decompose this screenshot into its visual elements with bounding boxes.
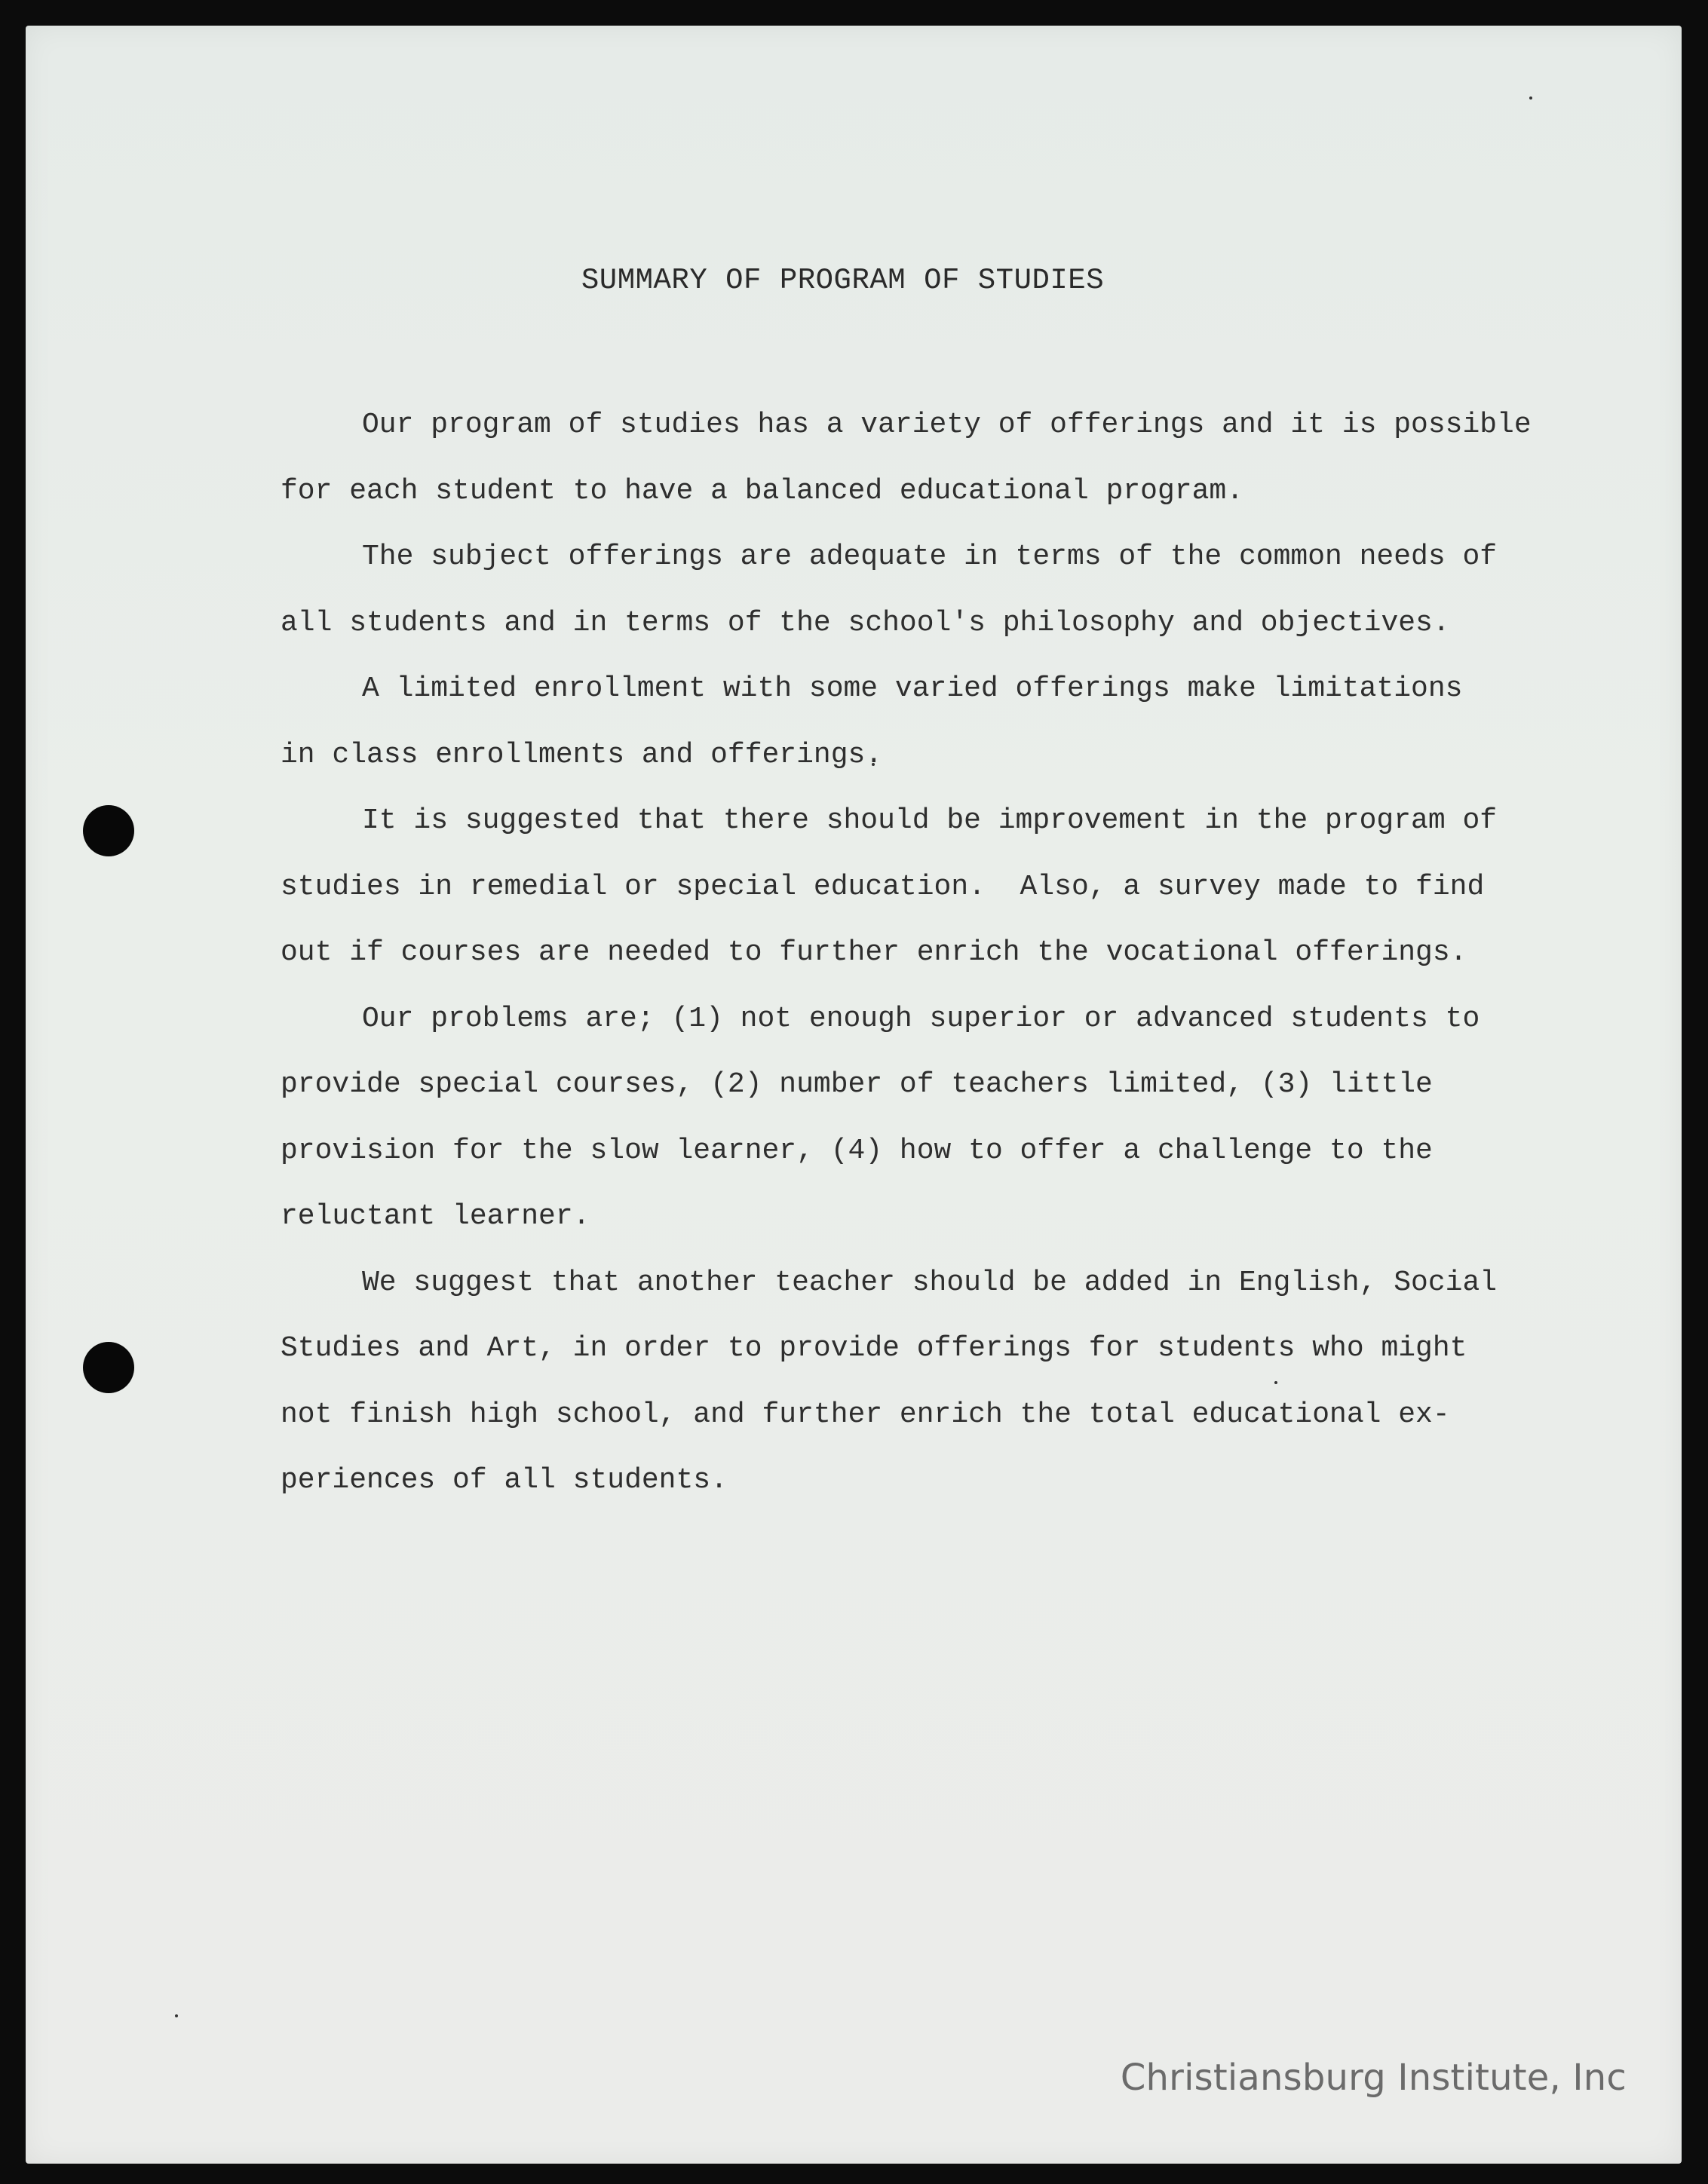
document-title: SUMMARY OF PROGRAM OF STUDIES xyxy=(581,264,1105,297)
document-body xyxy=(281,392,1532,1514)
paragraph-1 xyxy=(281,392,1532,524)
paragraph-4 xyxy=(281,788,1502,986)
text-line: Our problems are; (1) not enough superior or advanced students to xyxy=(362,1002,1480,1035)
text-line: out if courses are needed to further enrich the vocational offerings. xyxy=(281,936,1467,969)
text-line: not finish high school, and further enrich the total educational ex- xyxy=(281,1398,1450,1431)
paper-speck xyxy=(175,2014,178,2017)
text-line: reluctant learner. xyxy=(281,1200,590,1233)
text-line: studies in remedial or special education. Also, a survey made to find xyxy=(281,870,1485,903)
paragraph-3 xyxy=(281,656,1502,788)
text-line: all students and in terms of the school's philosophy and objectives. xyxy=(281,606,1450,639)
punch-hole-upper xyxy=(83,805,134,856)
paragraph-6 xyxy=(281,1250,1502,1514)
paper-speck xyxy=(1529,96,1532,100)
text-line: periences of all students. xyxy=(281,1464,728,1496)
text-line: for each student to have a balanced educational program. xyxy=(281,474,1244,507)
text-line: The subject offerings are adequate in terms of the common needs of xyxy=(362,541,1498,573)
punch-hole-lower xyxy=(83,1342,134,1393)
text-line: provide special courses, (2) number of teachers limited, (3) little xyxy=(281,1068,1433,1101)
text-line: We suggest that another teacher should be added in English, Social xyxy=(362,1266,1498,1299)
text-line: It is suggested that there should be improvement in the program of xyxy=(362,804,1498,837)
archive-watermark: Christiansburg Institute, Inc xyxy=(1120,2057,1627,2099)
paragraph-5 xyxy=(281,986,1502,1250)
text-line: A limited enrollment with some varied offerings make limitations xyxy=(362,672,1463,705)
text-line: provision for the slow learner, (4) how to offer a challenge to the xyxy=(281,1134,1433,1167)
paragraph-2 xyxy=(281,524,1502,656)
text-line: in class enrollments and offerings. xyxy=(281,738,883,771)
text-line: Our program of studies has a variety of offerings and it is possible xyxy=(362,409,1532,441)
text-line: Studies and Art, in order to provide offerings for students who might xyxy=(281,1332,1467,1365)
